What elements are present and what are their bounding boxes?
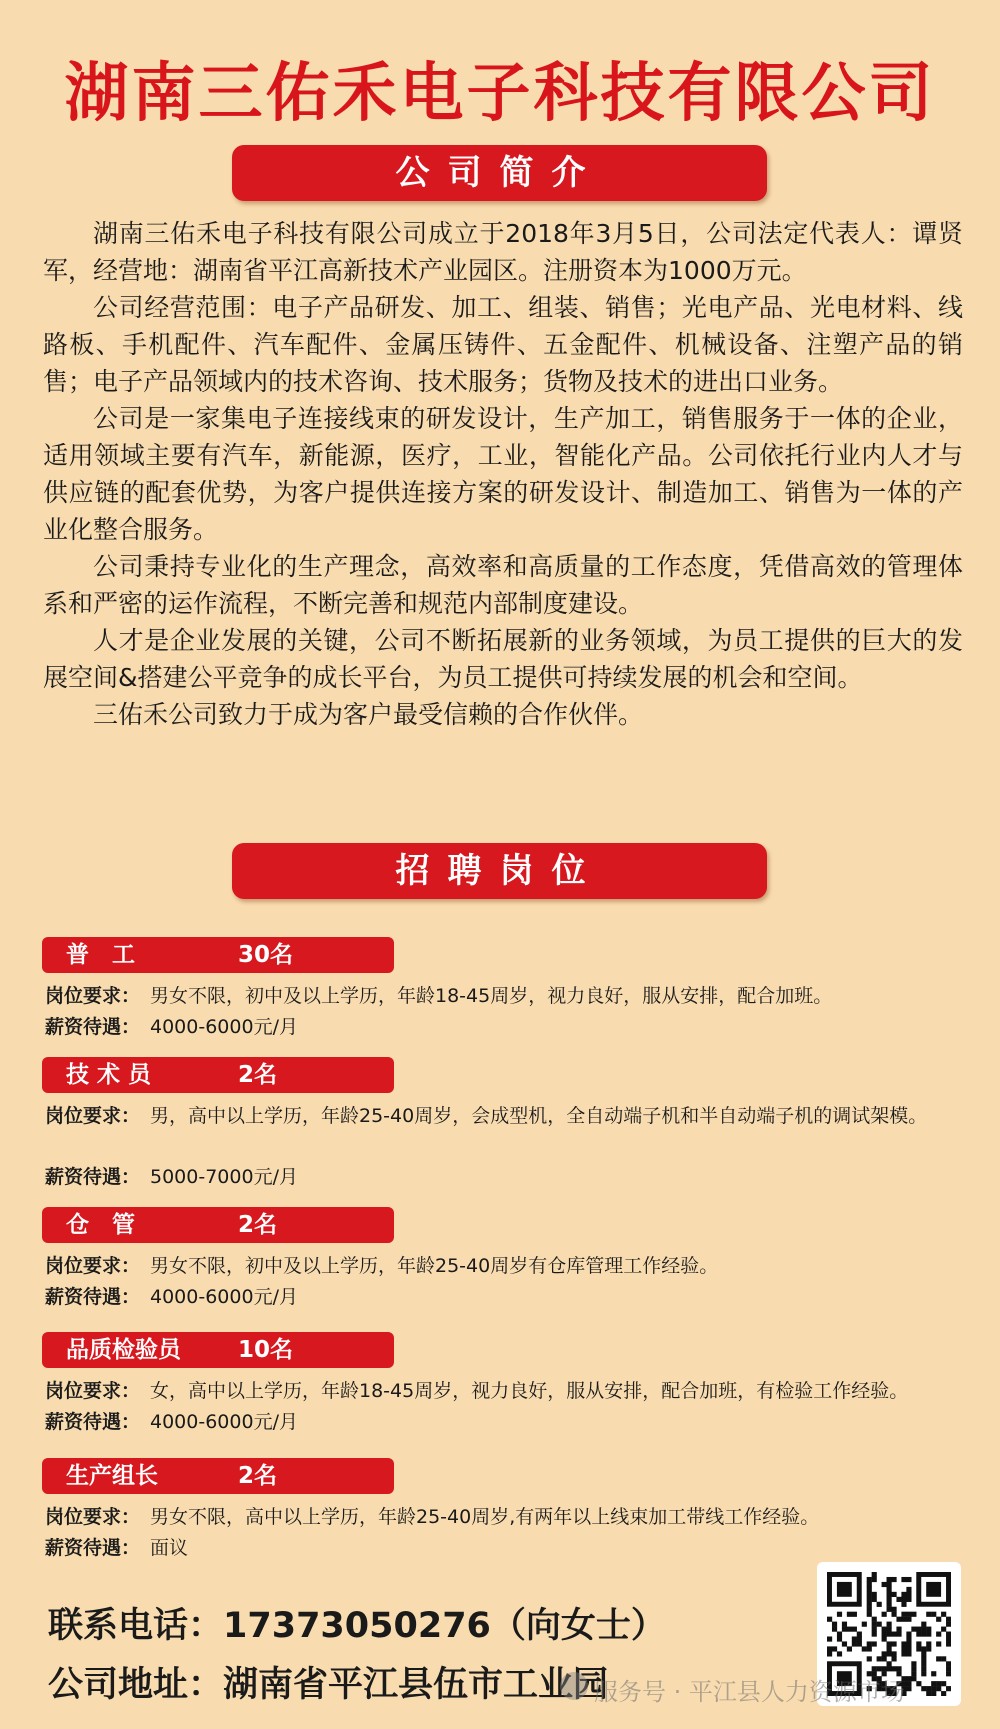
- page-title: 湖南三佑禾电子科技有限公司: [64, 57, 936, 131]
- intro-paragraph: 人才是企业发展的关键，公司不断拓展新的业务领域，为员工提供的巨大的发展空间&搭建公平竞争的成长平台，为员工提供可持续发展的机会和空间。: [43, 626, 963, 692]
- requirements-text: 男女不限，初中及以上学历，年龄25-40周岁有仓库管理工作经验。: [150, 1255, 719, 1277]
- intro-paragraph: 公司经营范围：电子产品研发、加工、组装、销售；光电产品、光电材料、线路板、手机配件、汽车配件、金属压铸件、五金配件、机械设备、注塑产品的销售；电子产品领域内的技术咨询、技术服务；货物及技术的进出口业务。: [43, 293, 963, 396]
- salary-label: 薪资待遇：: [45, 1537, 141, 1559]
- salary-text: 5000-7000元/月: [150, 1166, 298, 1188]
- job-title: 技 术 员: [66, 1062, 152, 1088]
- requirements-label: 岗位要求：: [45, 1105, 141, 1127]
- phone-number: 17373050276（向女士）: [223, 1606, 666, 1646]
- job-header: [42, 937, 394, 973]
- address-label: 公司地址：: [48, 1665, 224, 1705]
- job-title: 普 工: [66, 942, 135, 968]
- address-text: 湖南省平江县伍市工业园: [223, 1665, 609, 1705]
- requirements-label: 岗位要求：: [45, 1506, 141, 1528]
- intro-paragraph: 三佑禾公司致力于成为客户最受信赖的合作伙伴。: [93, 700, 644, 729]
- salary-text: 面议: [150, 1537, 189, 1559]
- requirements-label: 岗位要求：: [45, 1380, 141, 1402]
- jobs-heading-banner: 招聘岗位: [232, 843, 767, 899]
- salary-text: 4000-6000元/月: [150, 1286, 298, 1308]
- job-count: 2名: [238, 1212, 278, 1238]
- company-intro: [43, 215, 963, 733]
- job-header: [42, 1332, 394, 1368]
- job-title: 仓 管: [66, 1212, 135, 1238]
- wechat-logo-icon: [560, 1672, 588, 1700]
- job-header: [42, 1057, 394, 1093]
- job-count: 10名: [238, 1337, 294, 1363]
- phone-label: 联系电话：: [48, 1606, 224, 1646]
- requirements-label: 岗位要求：: [45, 1255, 141, 1277]
- contact-address: [48, 1657, 608, 1707]
- job-count: 30名: [238, 942, 294, 968]
- requirements-text: 男，高中以上学历，年龄25-40周岁，会成型机，全自动端子机和半自动端子机的调试架模。: [150, 1105, 928, 1127]
- salary-label: 薪资待遇：: [45, 1166, 141, 1188]
- salary-text: 4000-6000元/月: [150, 1016, 298, 1038]
- requirements-text: 男女不限，高中以上学历，年龄25-40周岁,有两年以上线束加工带线工作经验。: [150, 1506, 820, 1528]
- salary-text: 4000-6000元/月: [150, 1411, 298, 1433]
- salary-label: 薪资待遇：: [45, 1016, 141, 1038]
- job-title: 生产组长: [66, 1463, 158, 1489]
- job-count: 2名: [238, 1463, 278, 1489]
- job-count: 2名: [238, 1062, 278, 1088]
- contact-phone: [48, 1598, 666, 1648]
- intro-heading-banner: 公司简介: [232, 145, 767, 201]
- requirements-text: 男女不限，初中及以上学历，年龄18-45周岁，视力良好，服从安排，配合加班。: [150, 985, 833, 1007]
- intro-paragraph: 公司是一家集电子连接线束的研发设计，生产加工，销售服务于一体的企业，适用领域主要有汽车，新能源，医疗，工业，智能化产品。公司依托行业内人才与供应链的配套优势，为客户提供连接方案的研发设计、制造加工、销售为一体的产业化整合服务。: [43, 404, 963, 544]
- job-title: 品质检验员: [66, 1337, 181, 1363]
- watermark-text: 服务号 · 平江县人力资源市场: [594, 1678, 905, 1706]
- salary-label: 薪资待遇：: [45, 1411, 141, 1433]
- requirements-label: 岗位要求：: [45, 985, 141, 1007]
- intro-paragraph: 公司秉持专业化的生产理念，高效率和高质量的工作态度，凭借高效的管理体系和严密的运作流程，不断完善和规范内部制度建设。: [43, 552, 963, 618]
- salary-label: 薪资待遇：: [45, 1286, 141, 1308]
- job-header: [42, 1207, 394, 1243]
- intro-paragraph: 湖南三佑禾电子科技有限公司成立于2018年3月5日，公司法定代表人：谭贤军，经营地：湖南省平江高新技术产业园区。注册资本为1000万元。: [43, 219, 963, 285]
- job-header: [42, 1458, 394, 1494]
- requirements-text: 女，高中以上学历，年龄18-45周岁，视力良好，服从安排，配合加班，有检验工作经验。: [150, 1380, 909, 1402]
